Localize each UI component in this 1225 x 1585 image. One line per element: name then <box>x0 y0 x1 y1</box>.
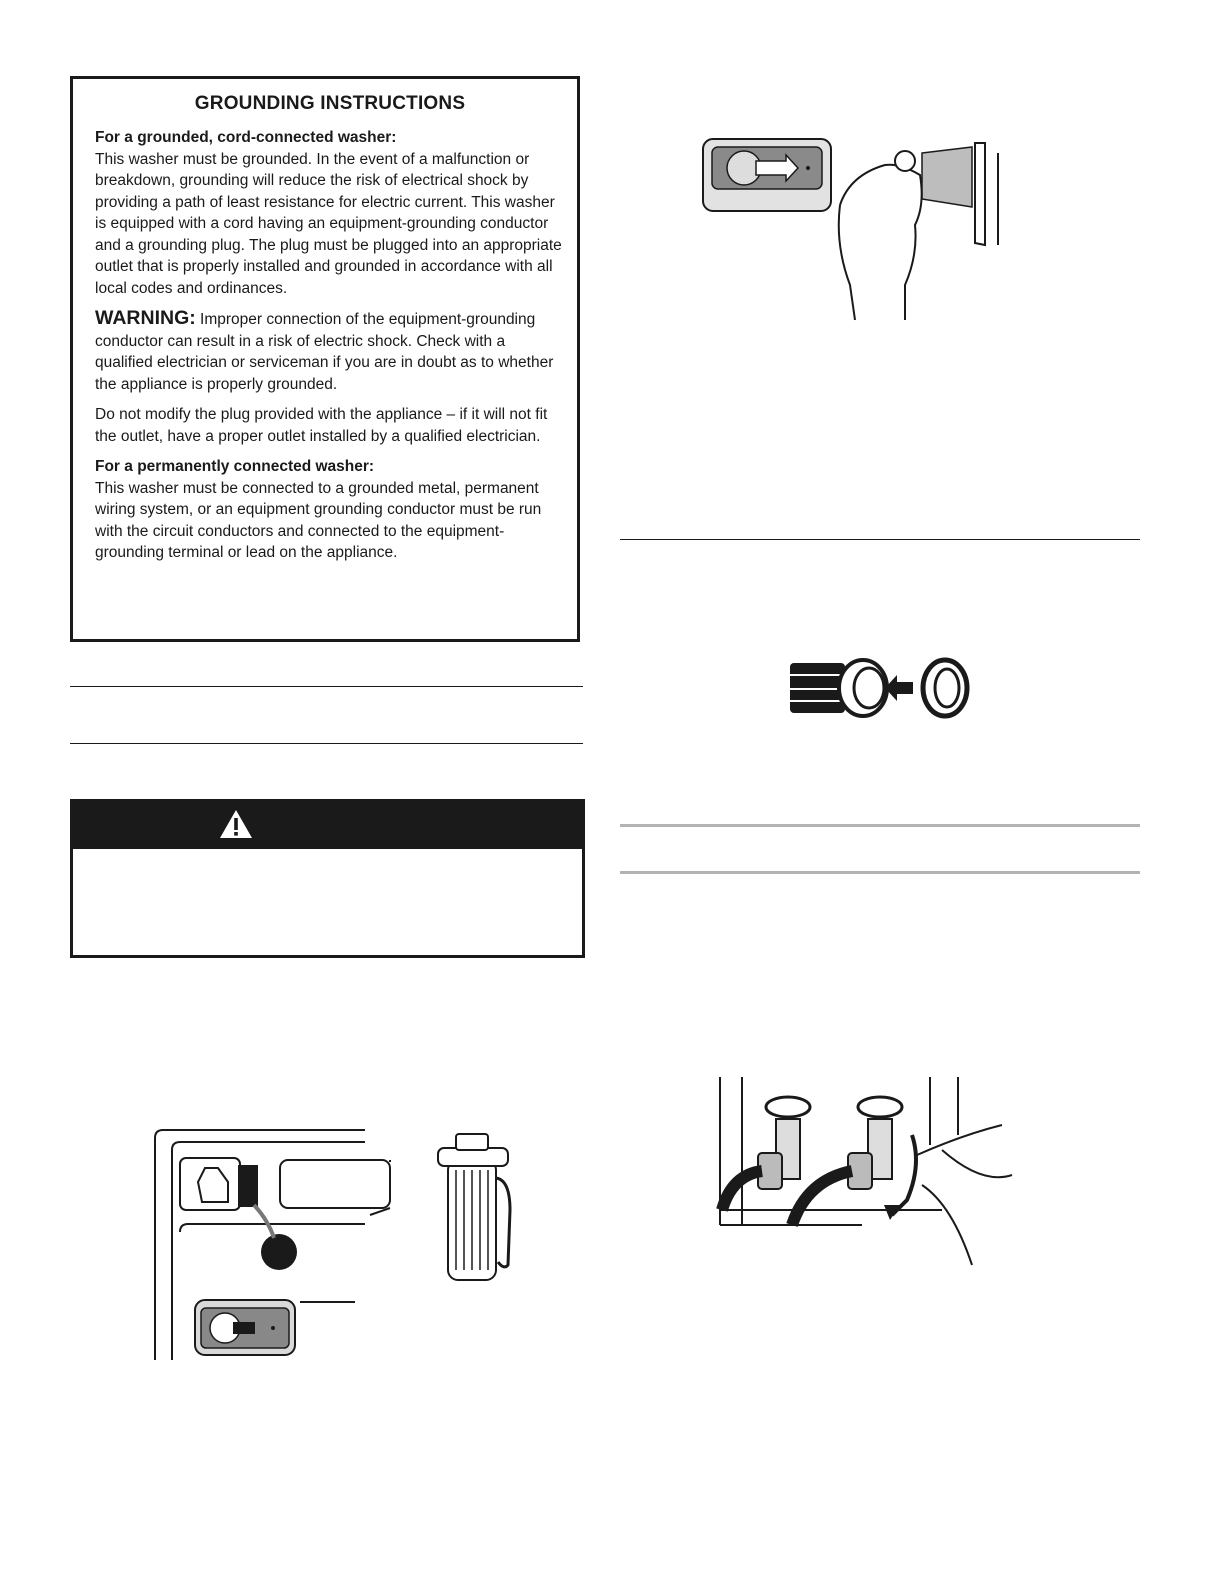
permanent-body: This washer must be connected to a grounded metal, permanent wiring system, or an equipment grounding conductor must be run with the circuit conductors and connected to the equipment-grounding terminal or lead on the appliance. <box>95 479 542 561</box>
grounding-instructions-box <box>70 76 580 642</box>
plug-paragraph: Do not modify the plug provided with the appliance – if it will not fit the outlet, have a proper outlet installed by a qualified electrician. <box>95 406 548 445</box>
section-rule <box>70 686 583 687</box>
warning-label: WARNING: <box>95 307 196 329</box>
faucet-hose-illustration <box>712 1075 1032 1275</box>
washer-back-panel-illustration <box>150 1120 530 1365</box>
section-rule <box>620 871 1140 874</box>
grounded-cord-heading: For a grounded, cord-connected washer: <box>95 129 397 146</box>
section-rule <box>620 539 1140 540</box>
grounded-cord-paragraph <box>95 127 565 299</box>
hose-washer-illustration <box>785 655 975 720</box>
warning-box <box>70 799 585 958</box>
section-rule <box>620 824 1140 827</box>
warning-body: Improper connection of the equipment-grounding conductor can result in a risk of electric shock. Check with a qualified electrician or serviceman if you are in doubt as to whether the appliance is properly grounded. <box>95 311 554 393</box>
warning-header-bar <box>73 802 582 849</box>
warning-triangle-icon <box>218 808 254 840</box>
permanent-heading: For a permanently connected washer: <box>95 458 375 475</box>
permanent-paragraph <box>95 456 565 564</box>
grounded-cord-body: This washer must be grounded. In the event of a malfunction or breakdown, grounding will reduce the risk of electrical shock by providing a path of least resistance for electric current. This washer is equipped with a cord having an equipment-grounding conductor and a grounding plug. The plug must be plugged into an appropriate outlet that is properly installed and grounded in accordance with all local codes and ordinances. <box>95 150 562 297</box>
warning-paragraph <box>95 308 565 395</box>
section-rule <box>70 743 583 744</box>
hand-inserting-plug-illustration <box>700 135 1010 325</box>
grounding-title: GROUNDING INSTRUCTIONS <box>194 93 466 114</box>
